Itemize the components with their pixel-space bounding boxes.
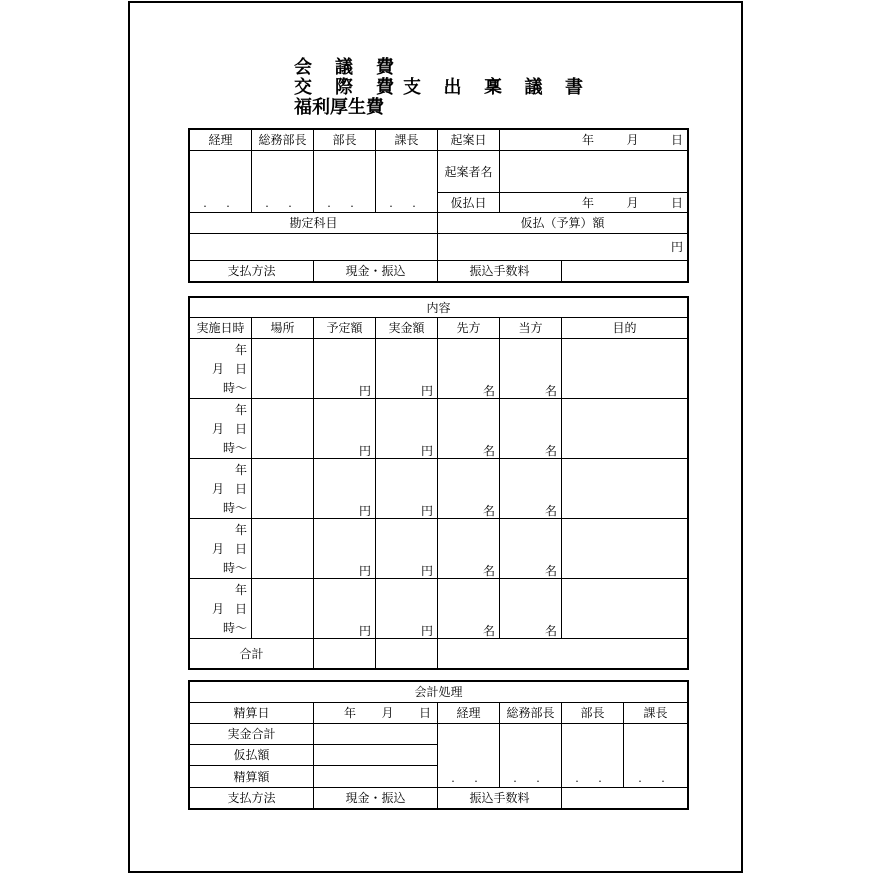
transfer-fee-field[interactable] xyxy=(562,261,688,282)
settle-date-field[interactable]: 年 月 日 xyxy=(314,703,438,724)
header-place: 場所 xyxy=(252,318,314,339)
row-purpose-field[interactable] xyxy=(562,519,688,579)
stamp-box-kacho[interactable]: . . xyxy=(376,151,438,213)
acc-approver-keiri: 経理 xyxy=(438,703,500,724)
advance-amount-label: 仮払額 xyxy=(190,745,314,766)
row-purpose-field[interactable] xyxy=(562,459,688,519)
title-line2: 交 際 費 xyxy=(294,77,394,98)
row-actual-field[interactable]: 円 xyxy=(376,519,438,579)
row-purpose-field[interactable] xyxy=(562,579,688,639)
acc-approver-kacho: 課長 xyxy=(624,703,688,724)
approver-header-kacho: 課長 xyxy=(376,130,438,151)
header-datetime: 実施日時 xyxy=(190,318,252,339)
amount-label: 仮払（予算）額 xyxy=(438,213,688,234)
row-guest-field[interactable]: 名 xyxy=(438,579,500,639)
acc-payment-method-value[interactable]: 現金・振込 xyxy=(314,788,438,809)
row-datetime-field[interactable]: 年 月 日 時～ xyxy=(190,519,252,579)
row-place-field[interactable] xyxy=(252,459,314,519)
row-purpose-field[interactable] xyxy=(562,399,688,459)
content-rows xyxy=(190,339,688,639)
actual-total-label: 実金合計 xyxy=(190,724,314,745)
acc-payment-method-label: 支払方法 xyxy=(190,788,314,809)
payment-method-value[interactable]: 現金・振込 xyxy=(314,261,438,282)
row-planned-field[interactable]: 円 xyxy=(314,579,376,639)
approver-header-bucho: 部長 xyxy=(314,130,376,151)
total-planned[interactable] xyxy=(314,639,376,669)
actual-total-field[interactable] xyxy=(314,724,438,745)
row-guest-field[interactable]: 名 xyxy=(438,399,500,459)
content-row xyxy=(190,459,688,519)
row-planned-field[interactable]: 円 xyxy=(314,459,376,519)
account-label: 勘定科目 xyxy=(190,213,438,234)
content-row xyxy=(190,579,688,639)
row-actual-field[interactable]: 円 xyxy=(376,579,438,639)
content-row xyxy=(190,399,688,459)
stamp-box-soumu[interactable]: . . xyxy=(252,151,314,213)
account-field[interactable] xyxy=(190,234,438,261)
header-purpose: 目的 xyxy=(562,318,688,339)
settle-amount-label: 精算額 xyxy=(190,766,314,788)
row-datetime-field[interactable]: 年 月 日 時～ xyxy=(190,399,252,459)
approver-header-soumu: 総務部長 xyxy=(252,130,314,151)
total-label: 合計 xyxy=(190,639,314,669)
content-row xyxy=(190,339,688,399)
kian-date-field[interactable]: 年 月 日 xyxy=(500,130,688,151)
content-row xyxy=(190,519,688,579)
title-line1: 会 議 費 xyxy=(294,57,394,78)
payment-method-label: 支払方法 xyxy=(190,261,314,282)
header-planned: 予定額 xyxy=(314,318,376,339)
header-actual: 実金額 xyxy=(376,318,438,339)
acc-approver-bucho: 部長 xyxy=(562,703,624,724)
content-title: 内容 xyxy=(190,298,688,318)
header-guest: 先方 xyxy=(438,318,500,339)
row-host-field[interactable]: 名 xyxy=(500,459,562,519)
row-host-field[interactable]: 名 xyxy=(500,519,562,579)
row-datetime-field[interactable]: 年 月 日 時～ xyxy=(190,579,252,639)
total-remarks[interactable] xyxy=(438,639,688,669)
row-datetime-field[interactable]: 年 月 日 時～ xyxy=(190,459,252,519)
row-actual-field[interactable]: 円 xyxy=(376,399,438,459)
row-guest-field[interactable]: 名 xyxy=(438,339,500,399)
header-host: 当方 xyxy=(500,318,562,339)
settle-date-label: 精算日 xyxy=(190,703,314,724)
acc-stamp-keiri[interactable]: . . xyxy=(438,724,500,788)
acc-stamp-kacho[interactable]: . . xyxy=(624,724,688,788)
stamp-box-bucho[interactable]: . . xyxy=(314,151,376,213)
karibarai-date-label: 仮払日 xyxy=(438,193,500,213)
kian-date-label: 起案日 xyxy=(438,130,500,151)
content-table xyxy=(189,297,688,669)
title-main: 支 出 稟 議 書 xyxy=(403,77,583,98)
row-place-field[interactable] xyxy=(252,579,314,639)
row-host-field[interactable]: 名 xyxy=(500,339,562,399)
accounting-title: 会計処理 xyxy=(190,682,688,703)
kian-name-field[interactable] xyxy=(500,151,688,193)
row-datetime-field[interactable]: 年 月 日 時～ xyxy=(190,339,252,399)
row-actual-field[interactable]: 円 xyxy=(376,459,438,519)
acc-approver-soumu: 総務部長 xyxy=(500,703,562,724)
row-guest-field[interactable]: 名 xyxy=(438,459,500,519)
row-planned-field[interactable]: 円 xyxy=(314,339,376,399)
advance-amount-field[interactable] xyxy=(314,745,438,766)
acc-stamp-soumu[interactable]: . . xyxy=(500,724,562,788)
acc-transfer-fee-field[interactable] xyxy=(562,788,688,809)
row-place-field[interactable] xyxy=(252,339,314,399)
acc-stamp-bucho[interactable]: . . xyxy=(562,724,624,788)
amount-field[interactable]: 円 xyxy=(438,234,688,261)
accounting-table xyxy=(189,681,688,809)
title-line3: 福利厚生費 xyxy=(294,97,384,118)
approval-table xyxy=(189,129,688,282)
row-planned-field[interactable]: 円 xyxy=(314,519,376,579)
row-planned-field[interactable]: 円 xyxy=(314,399,376,459)
row-purpose-field[interactable] xyxy=(562,339,688,399)
row-place-field[interactable] xyxy=(252,519,314,579)
transfer-fee-label: 振込手数料 xyxy=(438,261,562,282)
kian-name-label: 起案者名 xyxy=(438,151,500,193)
row-host-field[interactable]: 名 xyxy=(500,579,562,639)
total-actual[interactable] xyxy=(376,639,438,669)
stamp-box-keiri[interactable]: . . xyxy=(190,151,252,213)
row-actual-field[interactable]: 円 xyxy=(376,339,438,399)
acc-transfer-fee-label: 振込手数料 xyxy=(438,788,562,809)
settle-amount-field[interactable] xyxy=(314,766,438,788)
row-place-field[interactable] xyxy=(252,399,314,459)
row-host-field[interactable]: 名 xyxy=(500,399,562,459)
karibarai-date-field[interactable]: 年 月 日 xyxy=(500,193,688,213)
row-guest-field[interactable]: 名 xyxy=(438,519,500,579)
approver-header-keiri: 経理 xyxy=(190,130,252,151)
